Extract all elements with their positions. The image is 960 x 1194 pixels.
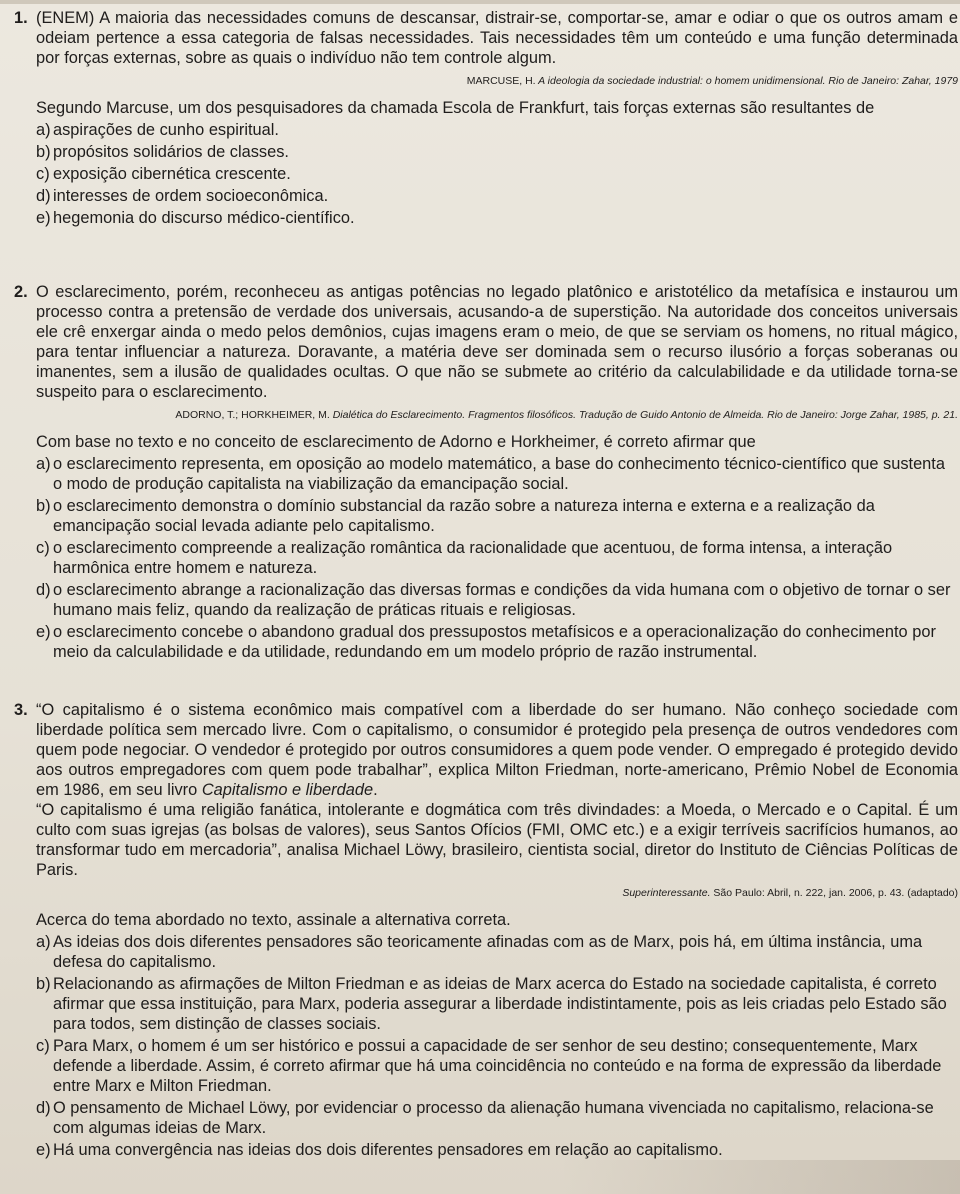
option-text: Relacionando as afirmações de Milton Friedman e as ideias de Marx acerca do Estado na sociedade capitalista, é correto afirmar que essa instituição, para Marx, poderia assegurar a liberdade indistintamente, pois as leis criadas pelo Estado são para todos, sem distinção de classes sociais.: [53, 975, 947, 1033]
option-d[interactable]: [14, 1098, 958, 1138]
citation-source: Dialética do Esclarecimento. Fragmentos filosóficos. Tradução de Guido Antonio de Almeida. Rio de Janeiro: Jorge Zahar, 1985, p. 21.: [332, 409, 958, 421]
book-title: Capitalismo e liberdade: [201, 781, 374, 799]
question-number: 1.: [14, 9, 28, 27]
citation-author: ADORNO, T.; HORKHEIMER, M.: [175, 409, 330, 421]
option-text: aspirações de cunho espiritual.: [53, 121, 279, 139]
option-a[interactable]: [14, 454, 958, 494]
question-stem: (ENEM) A maioria das necessidades comuns de descansar, distrair-se, comportar-se, amar e odiar o que os outros amam e odeiam pertence a essa categoria de falsas necessidades. Tais necessidades têm um conteúdo e uma função determinada por forças externas, sobre as quais o indivíduo não tem controle algum.: [36, 9, 958, 67]
option-e[interactable]: [14, 208, 958, 228]
option-letter: a): [36, 933, 51, 951]
option-text: O pensamento de Michael Löwy, por evidenciar o processo da alienação humana vivenciada no capitalismo, relaciona-se com algumas ideias de Marx.: [53, 1099, 934, 1137]
option-c[interactable]: [14, 538, 958, 578]
option-text: Há uma convergência nas ideias dos dois diferentes pensadores em relação ao capitalismo.: [53, 1141, 723, 1159]
option-letter: b): [36, 497, 51, 515]
question-stem-paragraph-2: “O capitalismo é uma religião fanática, intolerante e dogmática com três divindades: a Moeda, o Mercado e o Capital. É um culto com suas igrejas (as bolsas de valores), seus Santos Ofícios (FMI, OMC etc.) e a exigir terríveis sacrifícios humanos, ao transformar tudo em mercadoria”, analisa Michael Löwy, brasileiro, cientista social, diretor do Instituto de Ciências Políticas de Paris.: [36, 801, 958, 879]
option-letter: e): [36, 623, 51, 641]
option-c[interactable]: [14, 164, 958, 184]
citation-source: Superinteressante: [622, 887, 708, 899]
option-text: propósitos solidários de classes.: [53, 143, 289, 161]
option-e[interactable]: [14, 622, 958, 662]
question-stem: O esclarecimento, porém, reconheceu as antigas potências no legado platônico e aristotélico da metafísica e instaurou um processo contra a pretensão de verdade dos universais, acusando-a de superstição. Na autoridade dos conceitos universais ele crê enxergar ainda o medo pelos demônios, cujas imagens eram o meio, de que se serviam os homens, no ritual mágico, para tentar influenciar a natureza. Doravante, a matéria deve ser dominada sem o recurso ilusório a forças soberanas ou imanentes, sem a ilusão de qualidades ocultas. O que não se submete ao critério da calculabilidade e da utilidade torna-se suspeito para o esclarecimento.: [36, 283, 958, 401]
question-stem-paragraph-1: “O capitalismo é o sistema econômico mais compatível com a liberdade do ser humano. Não conheço sociedade com liberdade política sem mercado livre. Com o capitalismo, o consumidor é protegido pela presença de outros vendedores com quem pode negociar. O vendedor é protegido por outros consumidores a quem pode vender. O empregado é protegido devido aos outros empregadores com quem pode trabalhar”, explica Milton Friedman, norte-americano, Prêmio Nobel de Economia em 1986, em seu livro Capitalismo e liberdade.: [36, 701, 958, 799]
option-text: As ideias dos dois diferentes pensadores são teoricamente afinadas com as de Marx, pois há, em última instância, uma defesa do capitalismo.: [53, 933, 923, 971]
option-text: o esclarecimento representa, em oposição ao modelo matemático, a base do conhecimento técnico-científico que sustenta o modo de produção capitalista na viabilização da emancipação social.: [53, 455, 945, 493]
question-2: [14, 282, 958, 662]
option-text: o esclarecimento concebe o abandono gradual dos pressupostos metafísicos e a operacionalização do conhecimento por meio da calculabilidade e da utilidade, redundando em um modelo próprio de razão instrumental.: [53, 623, 936, 661]
option-letter: e): [36, 209, 51, 227]
citation: [14, 408, 958, 422]
option-text: o esclarecimento abrange a racionalização das diversas formas e condições da vida humana com o objetivo de tornar o ser humano mais feliz, quando da realização de práticas rituais e religiosas.: [53, 581, 951, 619]
option-a[interactable]: [14, 932, 958, 972]
citation-source: A ideologia da sociedade industrial: o homem unidimensional. Rio de Janeiro: Zahar, 1979: [538, 75, 958, 87]
option-e[interactable]: [14, 1140, 958, 1160]
option-letter: b): [36, 143, 51, 161]
option-text: Para Marx, o homem é um ser histórico e possui a capacidade de ser senhor de seu destino; consequentemente, Marx defende a liberdade. Assim, é correto afirmar que há uma coincidência no conteúdo e na forma de expressão da liberdade entre Marx e Milton Friedman.: [53, 1037, 942, 1095]
stem-text: “O capitalismo é o sistema econômico mais compatível com a liberdade do ser humano. Não conheço sociedade com liberdade política sem mercado livre. Com o capitalismo, o consumidor é protegido pela presença de outros vendedores com quem pode negociar. O vendedor é protegido por outros consumidores a quem pode vender. O empregado é protegido devido aos outros empregadores com quem pode trabalhar”, explica Milton Friedman, norte-americano, Prêmio Nobel de Economia em 1986, em seu livro: [36, 701, 958, 799]
option-letter: b): [36, 975, 51, 993]
option-letter: e): [36, 1141, 51, 1159]
question-number: 3.: [14, 701, 28, 719]
question-1: [14, 8, 958, 228]
question-3: [14, 700, 958, 1160]
option-text: o esclarecimento compreende a realização romântica da racionalidade que acentuou, de forma intensa, a interação harmônica entre homem e natureza.: [53, 539, 893, 577]
top-divider: [0, 0, 960, 4]
option-letter: d): [36, 581, 51, 599]
option-c[interactable]: [14, 1036, 958, 1096]
option-text: interesses de ordem socioeconômica.: [53, 187, 329, 205]
option-text: o esclarecimento demonstra o domínio substancial da razão sobre a natureza interna e externa e a realização da emancipação social levada adiante pelo capitalismo.: [53, 497, 875, 535]
option-letter: c): [36, 165, 50, 183]
option-b[interactable]: [14, 496, 958, 536]
option-a[interactable]: [14, 120, 958, 140]
citation-author: MARCUSE, H.: [466, 75, 536, 87]
option-b[interactable]: [14, 974, 958, 1034]
option-text: hegemonia do discurso médico-científico.: [53, 209, 355, 227]
question-number: 2.: [14, 283, 28, 301]
option-letter: d): [36, 187, 51, 205]
option-text: exposição cibernética crescente.: [53, 165, 291, 183]
question-prompt: Segundo Marcuse, um dos pesquisadores da chamada Escola de Frankfurt, tais forças externas são resultantes de: [36, 99, 875, 117]
option-letter: a): [36, 455, 51, 473]
question-prompt: Com base no texto e no conceito de esclarecimento de Adorno e Horkheimer, é correto afirmar que: [36, 433, 756, 451]
option-d[interactable]: [14, 580, 958, 620]
option-letter: a): [36, 121, 51, 139]
citation-details: São Paulo: Abril, n. 222, jan. 2006, p. 43. (adaptado): [713, 887, 958, 899]
citation: [14, 74, 958, 88]
option-d[interactable]: [14, 186, 958, 206]
option-letter: d): [36, 1099, 51, 1117]
option-letter: c): [36, 539, 50, 557]
page-shadow: [560, 1160, 960, 1194]
citation: Superinteressante. São Paulo: Abril, n. 222, jan. 2006, p. 43. (adaptado): [622, 887, 958, 899]
option-letter: c): [36, 1037, 50, 1055]
question-prompt: Acerca do tema abordado no texto, assinale a alternativa correta.: [36, 911, 511, 929]
option-b[interactable]: [14, 142, 958, 162]
